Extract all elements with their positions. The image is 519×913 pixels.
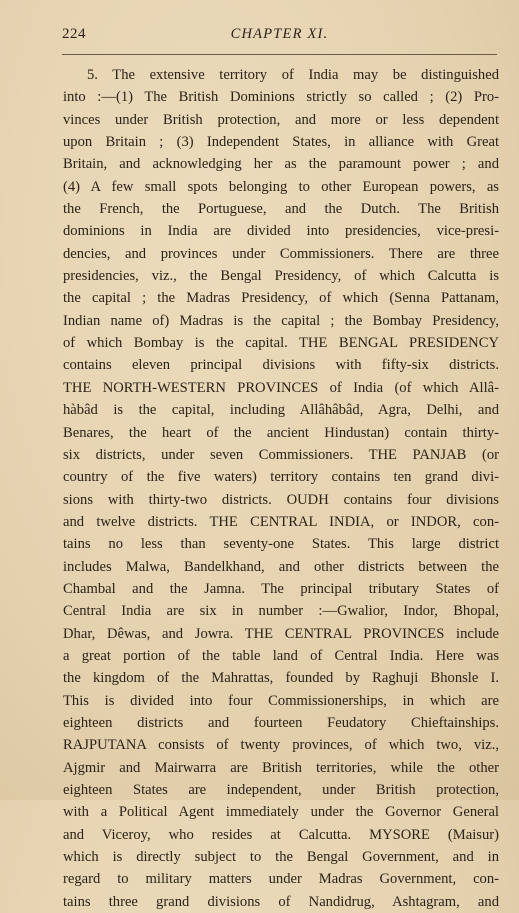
text-line: which is directly subject to the Bengal Government, and in [63, 849, 499, 866]
text-line: presidencies, viz., the Bengal Presidency, of which Calcutta is [63, 268, 499, 285]
chapter-title: CHAPTER XI. [230, 26, 329, 42]
text-line: THE NORTH-WESTERN PROVINCES of India (of which Allâ- [63, 379, 499, 396]
text-line: the French, the Portuguese, and the Dutch. The British [63, 201, 499, 218]
text-line: the kingdom of the Mahrattas, founded by Raghuji Bhonsle I. [63, 670, 499, 687]
text-line: a great portion of the table land of Central India. Here was [63, 647, 499, 664]
text-line: contains eleven principal divisions with fifty-six districts. [63, 357, 499, 374]
header-rule [62, 54, 497, 55]
body-paragraph [63, 64, 499, 913]
text-line: Ajgmir and Mairwarra are British territories, while the other [63, 759, 499, 776]
text-line: regard to military matters under Madras Government, con- [63, 871, 499, 888]
text-line: six districts, under seven Commissioners. THE PANJAB (or [63, 446, 499, 463]
text-line: tains three grand divisions of Nandidrug, Ashtagram, and [63, 893, 499, 910]
text-line: This is divided into four Commissionerships, in which are [63, 692, 499, 709]
text-line: into :—(1) The British Dominions strictly so called ; (2) Pro- [63, 89, 499, 106]
text-line: country of the five waters) territory contains ten grand divi- [63, 469, 499, 486]
page-number: 224 [62, 26, 86, 42]
text-line: Chambal and the Jamna. The principal tributary States of [63, 580, 499, 597]
text-line: with a Political Agent immediately under the Governor General [63, 804, 499, 821]
text-line: upon Britain ; (3) Independent States, in alliance with Great [63, 134, 499, 151]
text-line: 5. The extensive territory of India may be distinguished [87, 67, 499, 83]
text-line: and twelve districts. THE CENTRAL INDIA, or INDOR, con- [63, 513, 499, 530]
text-line: Dhar, Dêwas, and Jowra. THE CENTRAL PROVINCES include [63, 625, 499, 642]
text-line: of which Bombay is the capital. THE BENGAL PRESIDENCY [63, 335, 499, 352]
text-line: sions with thirty-two districts. OUDH contains four divisions [63, 491, 499, 508]
text-line: dencies, and provinces under Commissioners. There are three [63, 245, 499, 262]
text-line: tains no less than seventy-one States. This large district [63, 536, 499, 553]
text-line: Britain, and acknowledging her as the paramount power ; and [63, 156, 499, 173]
text-line: RAJPUTANA consists of twenty provinces, of which two, viz., [63, 737, 499, 754]
text-line: includes Malwa, Bandelkhand, and other districts between the [63, 558, 499, 575]
text-line: Central India are six in number :—Gwalior, Indor, Bhopal, [63, 603, 499, 620]
text-line: Indian name of) Madras is the capital ; the Bombay Presidency, [63, 312, 499, 329]
running-header [62, 26, 497, 48]
text-line: Benares, the heart of the ancient Hindustan) contain thirty- [63, 424, 499, 441]
text-line: hàbâd is the capital, including Allâhâbâd, Agra, Delhi, and [63, 402, 499, 419]
text-line: the capital ; the Madras Presidency, of which (Senna Pattanam, [63, 290, 499, 307]
text-line: and Viceroy, who resides at Calcutta. MYSORE (Maisur) [63, 826, 499, 843]
text-line: eighteen districts and fourteen Feudatory Chieftainships. [63, 714, 499, 731]
text-line: eighteen States are independent, under British protection, [63, 782, 499, 798]
text-line: (4) A few small spots belonging to other European powers, as [63, 178, 499, 195]
text-line: dominions in India are divided into presidencies, vice-presi- [63, 223, 499, 240]
text-line: vinces under British protection, and more or less dependent [63, 111, 499, 128]
